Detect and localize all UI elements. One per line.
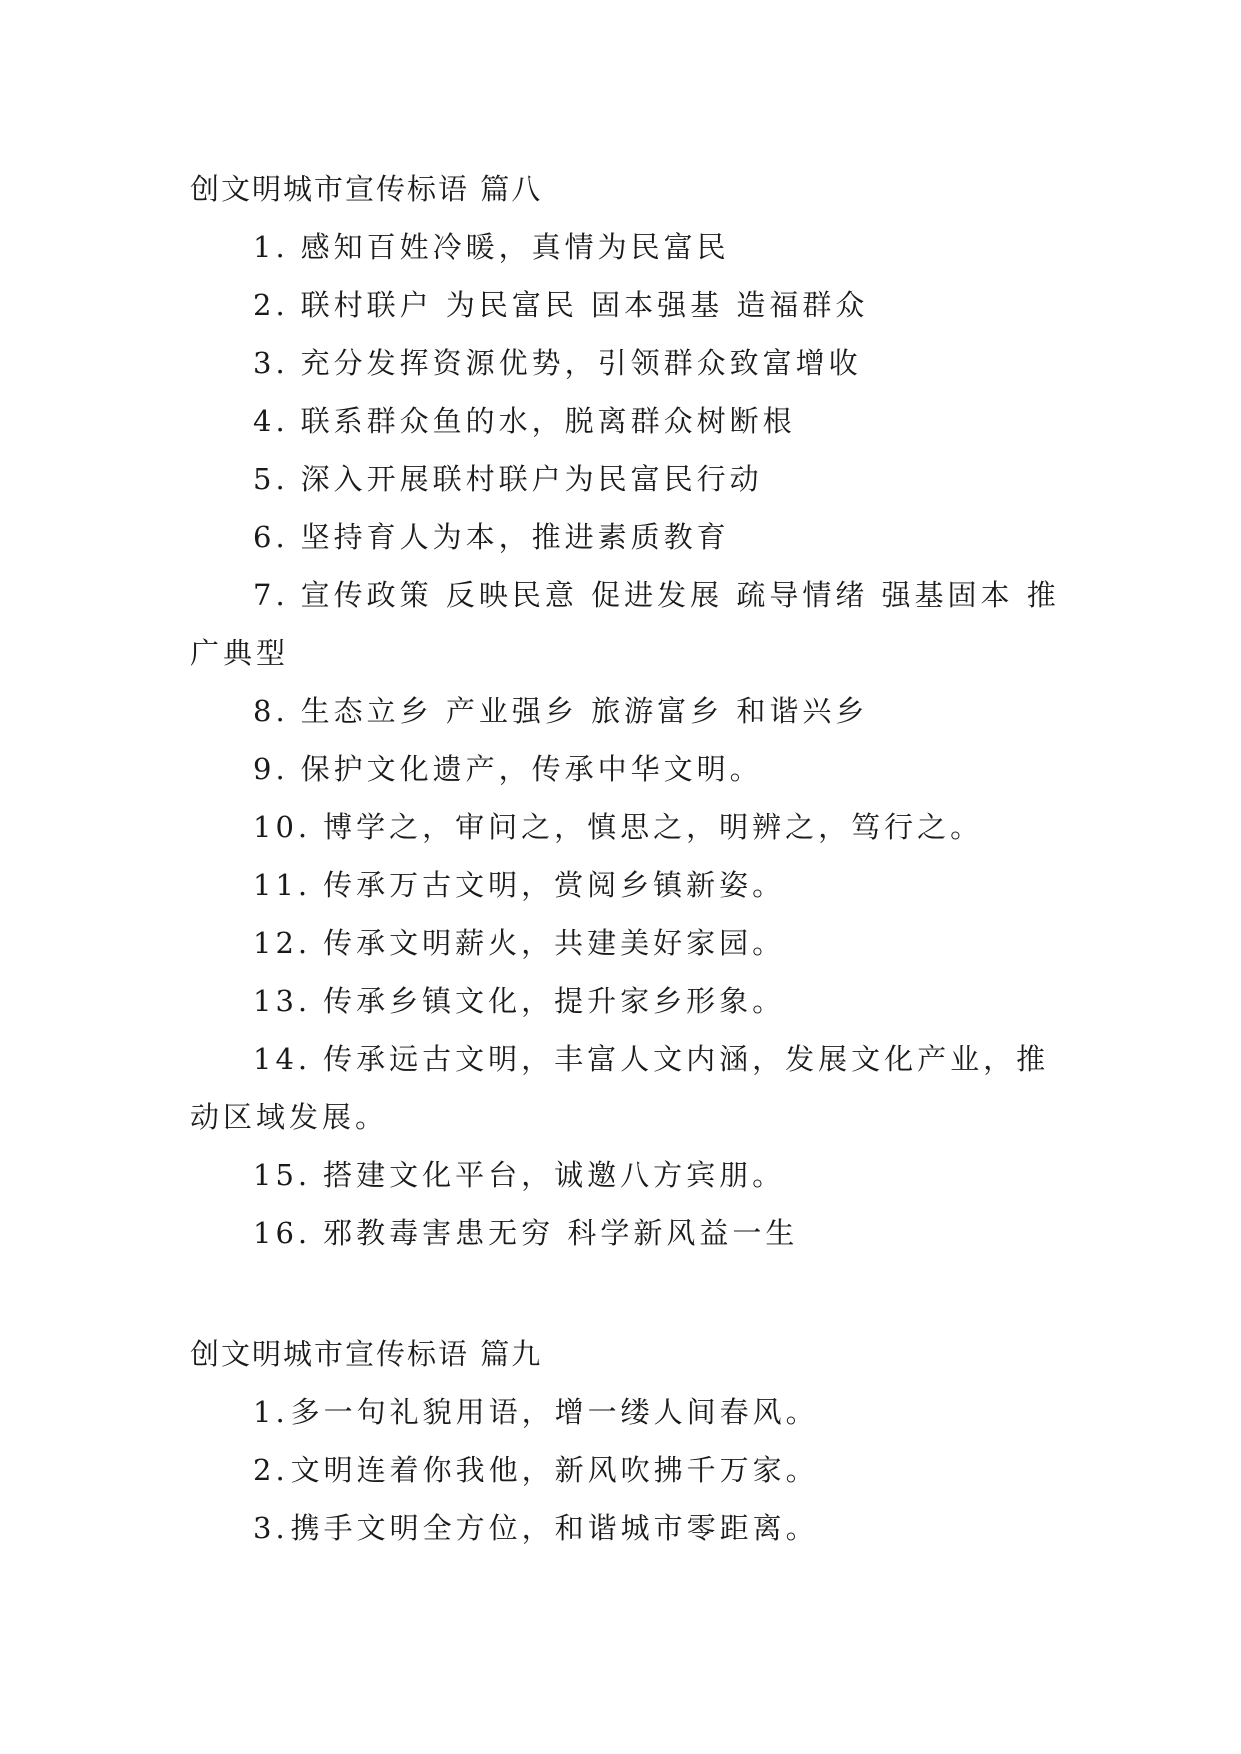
list-item bbox=[190, 276, 1060, 334]
item-text: 多一句礼貌用语，增一缕人间春风。 bbox=[290, 1395, 819, 1429]
item-text: 保护文化遗产，传承中华文明。 bbox=[300, 752, 763, 786]
item-number: 1. bbox=[253, 1395, 289, 1429]
list-item bbox=[190, 740, 1060, 798]
list-item bbox=[190, 682, 1060, 740]
section-heading: 创文明城市宣传标语 篇九 bbox=[190, 1337, 543, 1371]
item-text: 传承万古文明，赏阅乡镇新姿。 bbox=[323, 868, 786, 902]
item-text: 深入开展联村联户为民富民行动 bbox=[300, 462, 763, 496]
item-number: 5. bbox=[253, 462, 289, 496]
item-text: 邪教毒害患无穷 科学新风益一生 bbox=[323, 1216, 799, 1250]
item-number: 12. bbox=[253, 926, 312, 960]
item-text: 联系群众鱼的水，脱离群众树断根 bbox=[300, 404, 796, 438]
item-number: 2. bbox=[253, 288, 289, 322]
list-item bbox=[190, 218, 1060, 276]
item-text: 传承乡镇文化，提升家乡形象。 bbox=[323, 984, 786, 1018]
item-text: 博学之，审问之，慎思之，明辨之，笃行之。 bbox=[323, 810, 984, 844]
item-text: 传承远古文明，丰富人文内涵，发展文化产业，推动区域发展。 bbox=[190, 1042, 1050, 1134]
item-number: 3. bbox=[253, 1511, 289, 1545]
item-text: 传承文明薪火，共建美好家园。 bbox=[323, 926, 786, 960]
list-item bbox=[190, 856, 1060, 914]
item-number: 3. bbox=[253, 346, 289, 380]
slogan-list bbox=[190, 1383, 1060, 1557]
section-8 bbox=[190, 160, 1060, 1262]
item-number: 14. bbox=[253, 1042, 312, 1076]
item-text: 联村联户 为民富民 固本强基 造福群众 bbox=[300, 288, 869, 322]
list-item bbox=[190, 566, 1060, 682]
list-item bbox=[190, 508, 1060, 566]
item-number: 15. bbox=[253, 1158, 312, 1192]
item-text: 坚持育人为本，推进素质教育 bbox=[300, 520, 730, 554]
item-text: 生态立乡 产业强乡 旅游富乡 和谐兴乡 bbox=[300, 694, 869, 728]
list-item bbox=[190, 450, 1060, 508]
item-text: 宣传政策 反映民意 促进发展 疏导情绪 强基固本 推广典型 bbox=[190, 578, 1060, 670]
list-item bbox=[190, 1204, 1060, 1262]
list-item bbox=[190, 972, 1060, 1030]
item-number: 6. bbox=[253, 520, 289, 554]
item-number: 2. bbox=[253, 1453, 289, 1487]
list-item bbox=[190, 1499, 1060, 1557]
section-heading: 创文明城市宣传标语 篇八 bbox=[190, 172, 543, 206]
item-number: 13. bbox=[253, 984, 312, 1018]
list-item bbox=[190, 392, 1060, 450]
item-number: 4. bbox=[253, 404, 289, 438]
slogan-list bbox=[190, 218, 1060, 1262]
item-number: 9. bbox=[253, 752, 289, 786]
section-9 bbox=[190, 1325, 1060, 1557]
item-number: 11. bbox=[253, 868, 312, 902]
item-number: 10. bbox=[253, 810, 312, 844]
item-number: 7. bbox=[253, 578, 289, 612]
list-item bbox=[190, 798, 1060, 856]
item-number: 8. bbox=[253, 694, 289, 728]
item-text: 文明连着你我他，新风吹拂千万家。 bbox=[290, 1453, 819, 1487]
item-text: 充分发挥资源优势，引领群众致富增收 bbox=[300, 346, 862, 380]
item-number: 1. bbox=[253, 230, 289, 264]
item-text: 搭建文化平台，诚邀八方宾朋。 bbox=[323, 1158, 786, 1192]
list-item bbox=[190, 914, 1060, 972]
list-item bbox=[190, 1030, 1060, 1146]
list-item bbox=[190, 1146, 1060, 1204]
list-item bbox=[190, 1383, 1060, 1441]
item-number: 16. bbox=[253, 1216, 312, 1250]
list-item bbox=[190, 1441, 1060, 1499]
list-item bbox=[190, 334, 1060, 392]
item-text: 感知百姓冷暖，真情为民富民 bbox=[300, 230, 730, 264]
item-text: 携手文明全方位，和谐城市零距离。 bbox=[290, 1511, 819, 1545]
